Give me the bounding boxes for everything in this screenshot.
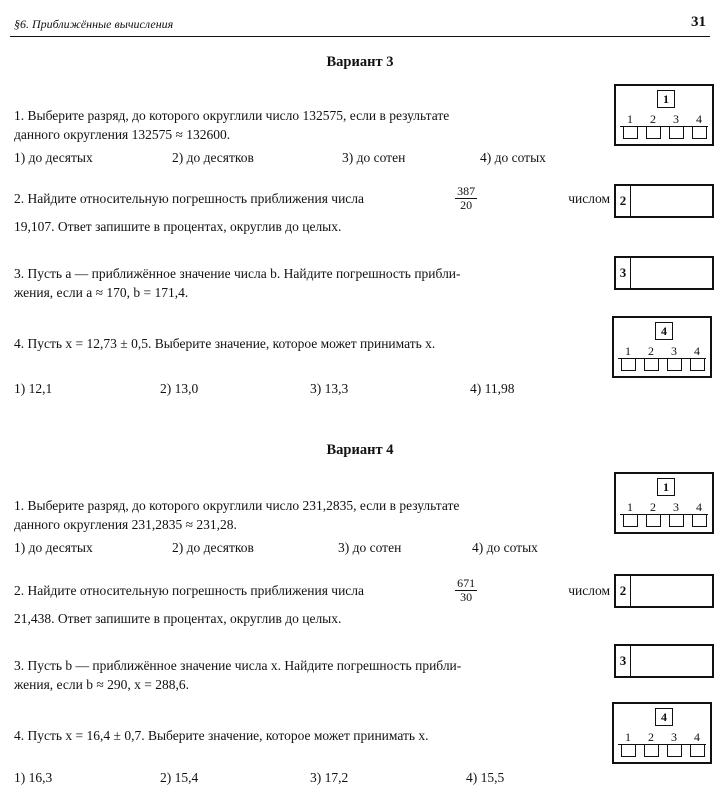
choice-cell-3[interactable]: 3 [665,730,683,757]
v3-q1-option-4[interactable]: 4) до сотых [480,150,546,165]
v3-q4-option-1[interactable]: 1) 12,1 [14,381,53,396]
v3-q3-line2: жения, если a ≈ 170, b = 171,4. [14,285,189,300]
v4-q4-text [14,726,429,745]
choice-cell-3[interactable]: 3 [667,112,685,139]
v4-q1-option-4[interactable]: 4) до сотых [472,540,538,555]
v4-q4-option-1[interactable]: 1) 16,3 [14,770,53,785]
v3-q1-line1: 1. Выберите разряд, до которого округлили число 132575, если в результате [14,108,450,123]
answer-box-number: 3 [616,646,631,676]
v3-q2-line2: 19,107. Ответ запишите в процентах, округлив до целых. [14,219,342,234]
v3-q2-pre: 2. Найдите относительную погрешность приближения числа [14,191,365,206]
choice-cell-1[interactable]: 1 [619,344,637,371]
v4-q2-post: числом [568,583,610,598]
v4-q4-answer-box[interactable] [612,702,712,764]
v3-q1-option-3[interactable]: 3) до сотен [342,150,406,165]
choice-cell-4[interactable]: 4 [690,500,708,527]
page-number: 31 [691,14,706,30]
v3-q4-line1: 4. Пусть x = 12,73 ± 0,5. Выберите значение, которое может принимать x. [14,336,436,351]
v4-q1-option-1[interactable]: 1) до десятых [14,540,93,555]
section-title: §6. Приближённые вычисления [14,17,174,31]
choice-cell-3[interactable]: 3 [665,344,683,371]
v3-q2-text [14,185,610,236]
v3-q4-option-3[interactable]: 3) 13,3 [310,381,349,396]
variant-3-title: Вариант 3 [326,54,394,70]
choice-cell-1[interactable]: 1 [619,730,637,757]
v4-q4-option-3[interactable]: 3) 17,2 [310,770,349,785]
v3-q1-option-1[interactable]: 1) до десятых [14,150,93,165]
v4-q1-line1: 1. Выберите разряд, до которого округлили число 231,2835, если в результате [14,498,460,513]
answer-box-number: 2 [616,576,631,606]
choice-cell-4[interactable]: 4 [688,344,706,371]
v4-q1-answer-box[interactable] [614,472,714,534]
v4-q4-option-2[interactable]: 2) 15,4 [160,770,199,785]
choice-cell-3[interactable]: 3 [667,500,685,527]
v3-q4-option-2[interactable]: 2) 13,0 [160,381,199,396]
v4-q2-fraction: $\frac{671}{30}$ [457,576,476,604]
v4-q1-options [14,540,604,558]
choice-cell-1[interactable]: 1 [621,500,639,527]
choice-cell-2[interactable]: 2 [642,344,660,371]
v3-q1-text [14,106,449,144]
v3-q1-answer-box[interactable] [614,84,714,146]
choice-cell-2[interactable]: 2 [642,730,660,757]
v4-q2-text [14,577,610,628]
variant-4-title: Вариант 4 [326,442,394,458]
choice-cell-1[interactable]: 1 [621,112,639,139]
v4-q3-line2: жения, если b ≈ 290, x = 288,6. [14,677,189,692]
v4-q1-option-2[interactable]: 2) до десятков [172,540,254,555]
v3-q4-option-4[interactable]: 4) 11,98 [470,381,515,396]
v3-q4-answer-box[interactable] [612,316,712,378]
page-header [10,14,710,37]
v3-q1-line2: данного округления 132575 ≈ 132600. [14,127,231,142]
answer-box-number: 4 [655,322,673,340]
choice-cell-4[interactable]: 4 [688,730,706,757]
v4-q3-text [14,656,461,694]
v4-q2-line2: 21,438. Ответ запишите в процентах, округлив до целых. [14,611,342,626]
answer-box-number: 2 [616,186,631,216]
v4-q3-answer-box[interactable] [614,644,714,678]
choice-cell-2[interactable]: 2 [644,112,662,139]
v3-q1-options [14,150,604,168]
v3-q2-answer-box[interactable] [614,184,714,218]
answer-box-number: 4 [655,708,673,726]
answer-box-number: 1 [657,478,675,496]
v3-q4-text [14,334,435,353]
v4-q4-options [14,770,604,788]
v3-q2-fraction: $\frac{387}{20}$ [457,184,476,212]
v4-q2-answer-box[interactable] [614,574,714,608]
v3-q3-line1: 3. Пусть a — приближённое значение числа b. Найдите погрешность прибли- [14,266,461,281]
answer-box-number: 3 [616,258,631,288]
v3-q2-post: числом [568,191,610,206]
choice-cell-2[interactable]: 2 [644,500,662,527]
v3-q1-option-2[interactable]: 2) до десятков [172,150,254,165]
v4-q4-option-4[interactable]: 4) 15,5 [466,770,505,785]
v4-q3-line1: 3. Пусть b — приближённое значение числа x. Найдите погрешность прибли- [14,658,462,673]
v4-q1-text [14,496,459,534]
v4-q1-option-3[interactable]: 3) до сотен [338,540,402,555]
v3-q4-options [14,381,604,399]
choice-cell-4[interactable]: 4 [690,112,708,139]
v3-q3-text [14,264,461,302]
v3-q3-answer-box[interactable] [614,256,714,290]
v4-q2-pre: 2. Найдите относительную погрешность приближения числа [14,583,365,598]
v4-q1-line2: данного округления 231,2835 ≈ 231,28. [14,517,237,532]
v4-q4-line1: 4. Пусть x = 16,4 ± 0,7. Выберите значение, которое может принимать x. [14,728,429,743]
answer-box-number: 1 [657,90,675,108]
